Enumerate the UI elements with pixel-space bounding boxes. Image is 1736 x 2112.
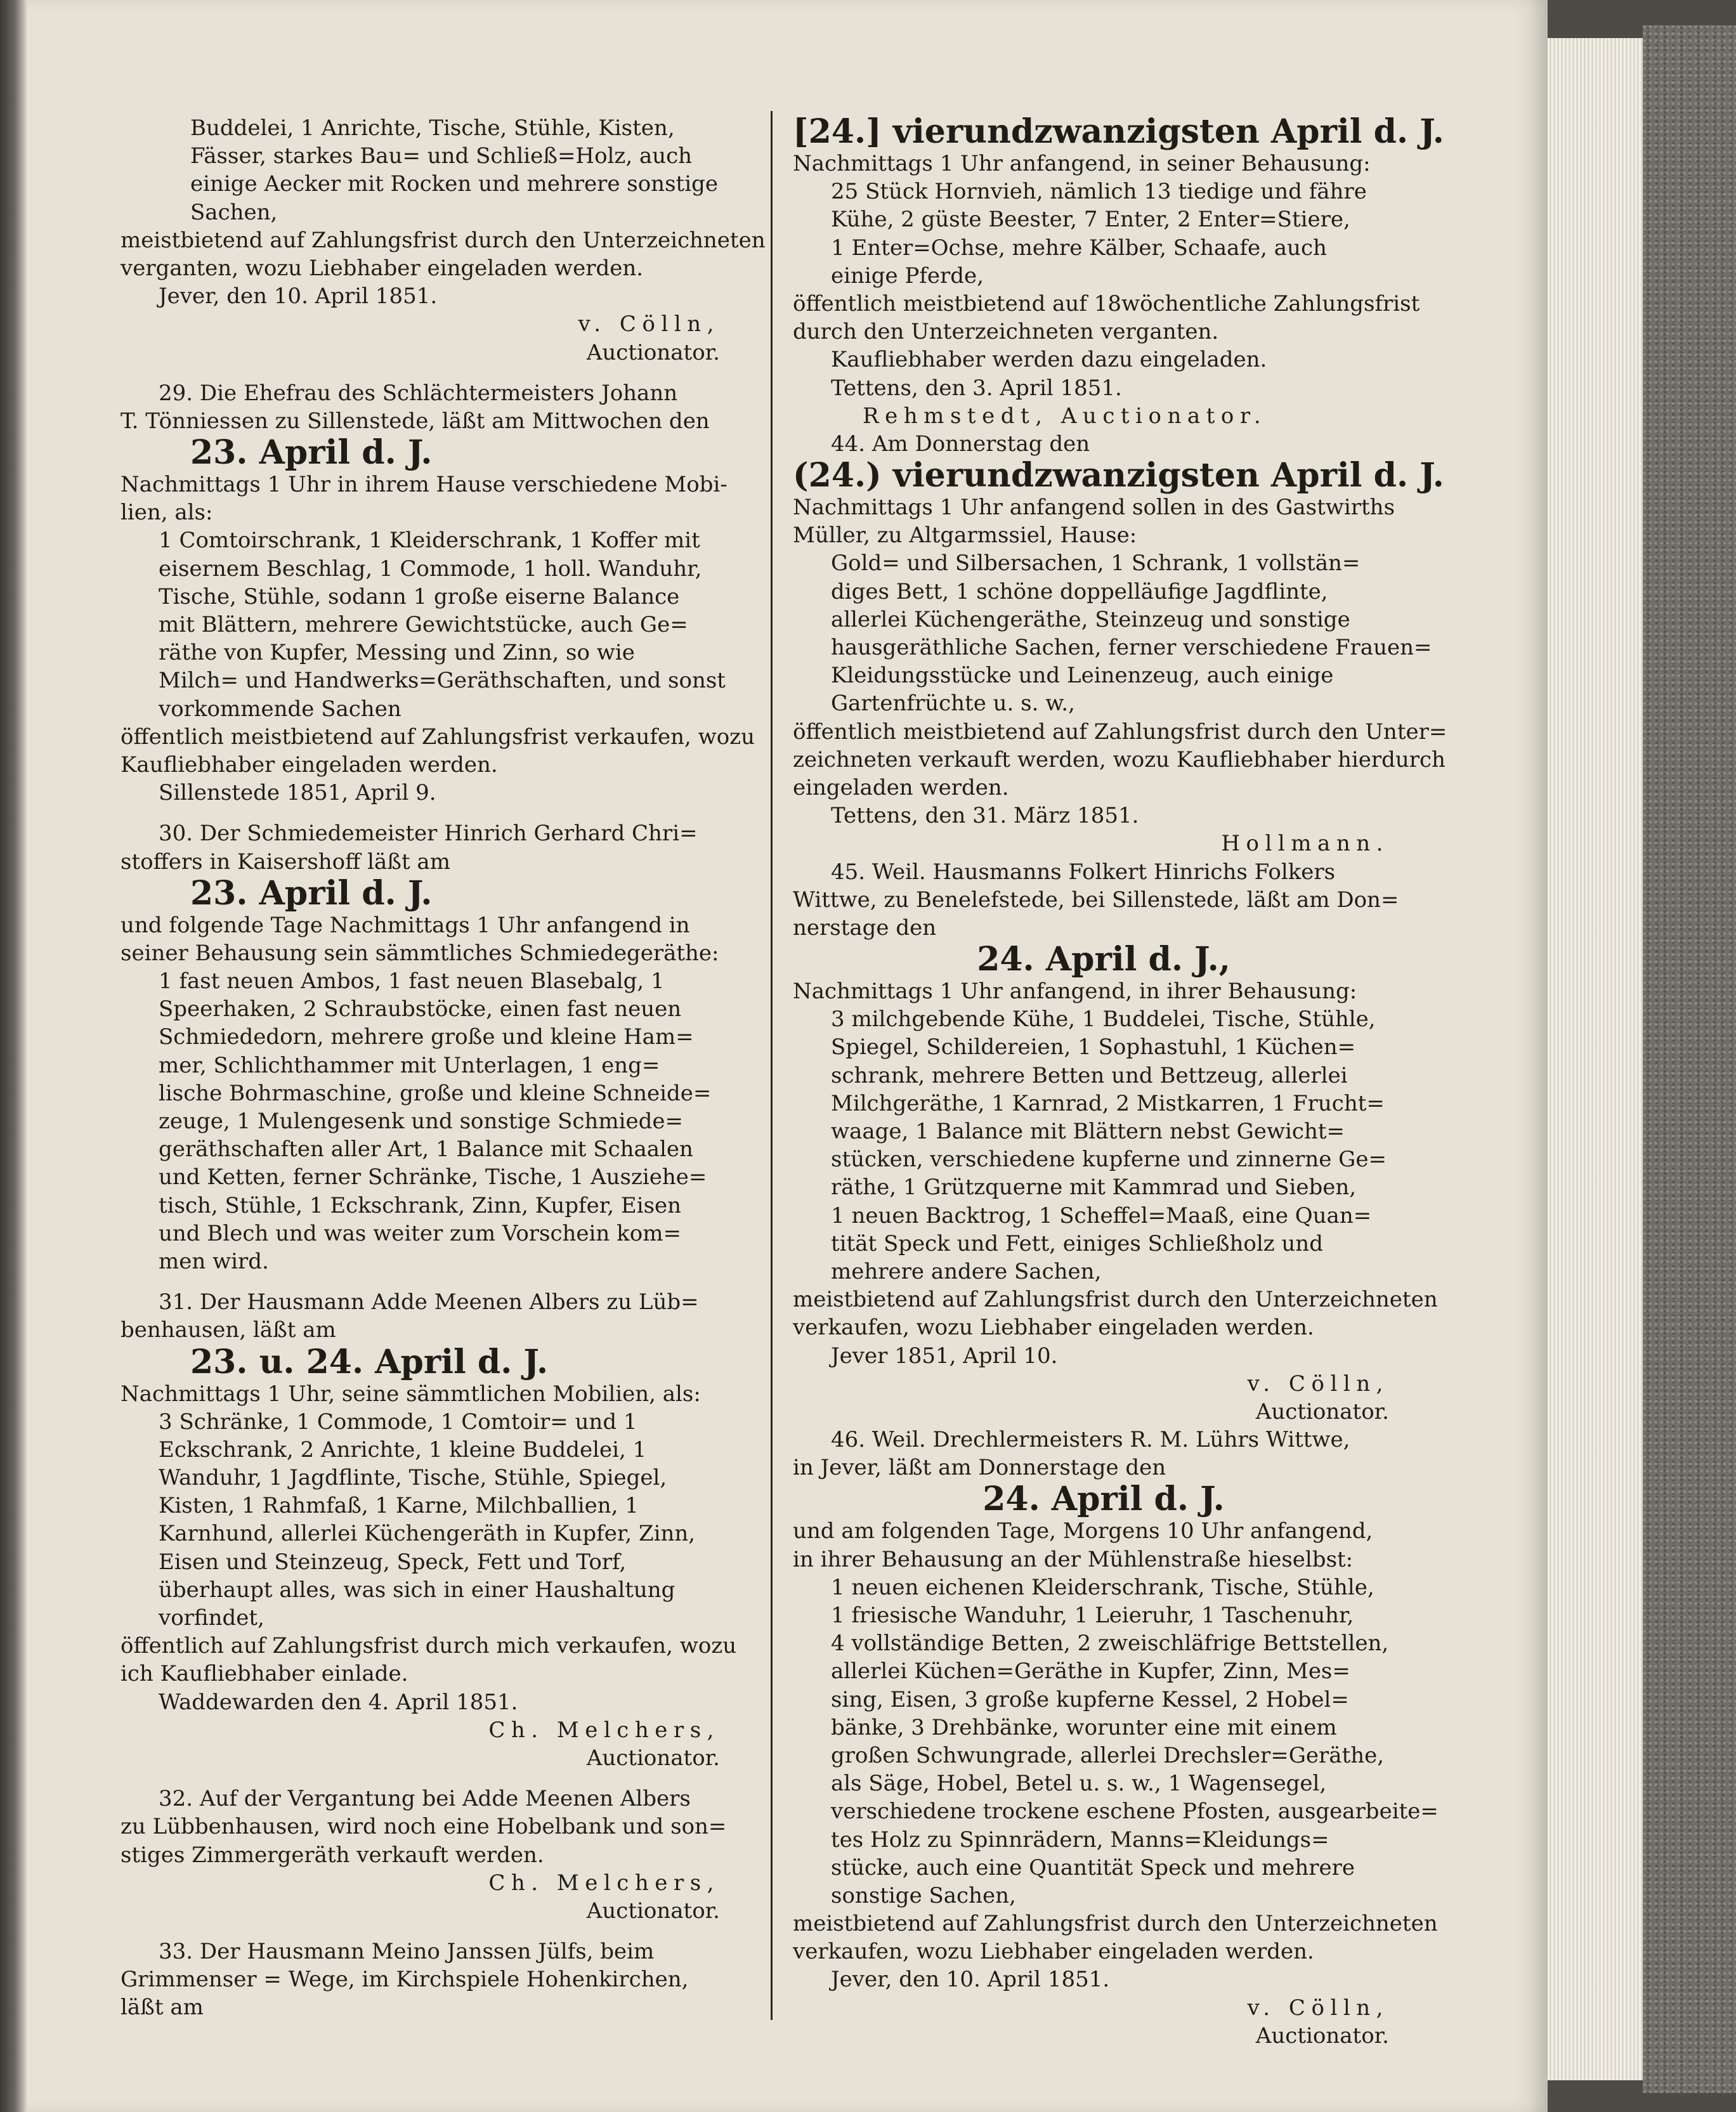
text-line: 44. Am Donnerstag den: [831, 431, 1090, 457]
text-line: Nachmittags 1 Uhr anfangend, in ihrer Behausung:: [793, 979, 1357, 1005]
signature: Rehmstedt, Auctionator.: [863, 403, 1267, 429]
text-line: großen Schwungrade, allerlei Drechsler=Geräthe,: [831, 1742, 1385, 1768]
text-line: mehrere andere Sachen,: [831, 1258, 1102, 1284]
text-line: tes Holz zu Spinnrädern, Manns=Kleidungs=: [831, 1827, 1329, 1853]
notice-top: [793, 112, 1444, 430]
notice-intro: [121, 114, 766, 367]
text-line: und Blech und was weiter zum Vorschein kom=: [159, 1220, 681, 1246]
text-line: Nachmittags 1 Uhr anfangend sollen in des Gastwirths: [793, 495, 1395, 521]
text-line: 1 friesische Wanduhr, 1 Leieruhr, 1 Taschenuhr,: [831, 1603, 1354, 1628]
notice-45: [793, 858, 1438, 1426]
text-line: Kleidungsstücke und Leinenzeug, auch einige: [831, 663, 1334, 689]
text-line: nerstage den: [793, 915, 937, 941]
text-line: Buddelei, 1 Anrichte, Tische, Stühle, Kisten,: [190, 115, 675, 141]
auction-date: 23. April d. J.: [190, 873, 433, 913]
auction-date: 24. April d. J.: [982, 1480, 1225, 1519]
text-line: vorkommende Sachen: [159, 696, 401, 722]
text-line: Kaufliebhaber eingeladen werden.: [121, 752, 498, 778]
text-line: Karnhund, allerlei Küchengeräth in Kupfer, Zinn,: [159, 1521, 696, 1547]
text-line: Tettens, den 31. März 1851.: [831, 803, 1139, 829]
text-line: meistbietend auf Zahlungsfrist durch den Unterzeichneten: [793, 1287, 1438, 1313]
text-line: Kaufliebhaber werden dazu eingeladen.: [831, 347, 1267, 373]
text-line: Grimmenser = Wege, im Kirchspiele Hohenkirchen,: [121, 1967, 689, 1993]
text-line: men wird.: [159, 1248, 269, 1274]
signature: v. Cölln,: [1247, 1371, 1389, 1397]
text-line: stiges Zimmergeräth verkauft werden.: [121, 1842, 544, 1868]
signature: v. Cölln,: [1247, 1995, 1389, 2021]
text-line: waage, 1 Balance mit Blättern nebst Gewicht=: [831, 1119, 1345, 1144]
text-line: 30. Der Schmiedemeister Hinrich Gerhard Chri=: [159, 821, 698, 847]
text-line: Gold= und Silbersachen, 1 Schrank, 1 vollstän=: [831, 551, 1361, 577]
text-line: Eckschrank, 2 Anrichte, 1 kleine Buddelei, 1: [159, 1437, 647, 1463]
text-line: verkaufen, wozu Liebhaber eingeladen werden.: [793, 1315, 1314, 1341]
text-line: 45. Weil. Hausmanns Folkert Hinrichs Folkers: [831, 859, 1336, 885]
signature: v. Cölln,: [578, 311, 720, 337]
text-line: bänke, 3 Drehbänke, worunter eine mit einem: [831, 1714, 1337, 1740]
text-line: zeichneten verkauft werden, wozu Kaufliebhaber hierdurch: [793, 746, 1446, 772]
text-line: 25 Stück Hornvieh, nämlich 13 tiedige und fähre: [831, 179, 1367, 205]
text-line: Nachmittags 1 Uhr, seine sämmtlichen Mobilien, als:: [121, 1381, 701, 1407]
signature-title: Auctionator.: [586, 1898, 720, 1924]
text-line: öffentlich meistbietend auf 18wöchentliche Zahlungsfrist: [793, 290, 1420, 316]
signature-title: Auctionator.: [1255, 1398, 1389, 1424]
text-line: und folgende Tage Nachmittags 1 Uhr anfangend in: [121, 912, 690, 938]
text-line: öffentlich meistbietend auf Zahlungsfrist verkaufen, wozu: [121, 724, 755, 750]
column-divider: [771, 111, 773, 2020]
text-line: Eisen und Steinzeug, Speck, Fett und Torf,: [159, 1549, 627, 1575]
notice-33: [121, 1938, 745, 2022]
text-line: Sillenstede 1851, April 9.: [159, 780, 436, 806]
auction-date: [24.] vierundzwanzigsten April d. J.: [793, 112, 1444, 151]
text-line: 1 fast neuen Ambos, 1 fast neuen Blasebalg, 1: [159, 968, 665, 994]
text-line: durch den Unterzeichneten verganten.: [793, 319, 1219, 345]
text-line: mer, Schlichthammer mit Unterlagen, 1 eng=: [159, 1052, 660, 1078]
signature: Hollmann.: [1221, 831, 1389, 857]
text-line: Milch= und Handwerks=Geräthschaften, und sonst: [159, 668, 726, 694]
text-line: geräthschaften aller Art, 1 Balance mit Schaalen: [159, 1137, 693, 1163]
text-line: benhausen, läßt am: [121, 1317, 336, 1343]
text-line: diges Bett, 1 schöne doppelläufige Jagdflinte,: [831, 578, 1328, 604]
text-line: 29. Die Ehefrau des Schlächtermeisters Johann: [159, 380, 678, 406]
left-column: [121, 114, 766, 2022]
text-line: räthe, 1 Grützquerne mit Kammrad und Sieben,: [831, 1175, 1357, 1201]
text-line: Fässer, starkes Bau= und Schließ=Holz, auch: [190, 143, 693, 169]
text-line: sing, Eisen, 3 große kupferne Kessel, 2 Hobel=: [831, 1686, 1349, 1712]
text-line: 32. Auf der Vergantung bei Adde Meenen Albers: [159, 1786, 691, 1812]
text-line: 1 Comtoirschrank, 1 Kleiderschrank, 1 Koffer mit: [159, 528, 700, 554]
text-line: 1 neuen Backtrog, 1 Scheffel=Maaß, eine Quan=: [831, 1203, 1372, 1229]
text-line: Kühe, 2 güste Beester, 7 Enter, 2 Enter=Stiere,: [831, 207, 1350, 233]
text-line: meistbietend auf Zahlungsfrist durch den Unterzeichneten: [793, 1911, 1438, 1937]
text-line: und Ketten, ferner Schränke, Tische, 1 Ausziehe=: [159, 1164, 707, 1190]
signature: Ch. Melchers,: [488, 1870, 720, 1896]
notice-30: [121, 819, 745, 1275]
text-line: meistbietend auf Zahlungsfrist durch den Unterzeichneten: [121, 227, 766, 253]
text-line: verganten, wozu Liebhaber eingeladen werden.: [121, 255, 644, 281]
text-line: allerlei Küchen=Geräthe in Kupfer, Zinn, Mes=: [831, 1659, 1350, 1685]
text-line: ich Kaufliebhaber einlade.: [121, 1661, 408, 1687]
signature: Ch. Melchers,: [488, 1717, 720, 1743]
auction-date: 23. u. 24. April d. J.: [190, 1342, 549, 1381]
text-line: Tettens, den 3. April 1851.: [831, 375, 1122, 401]
notice-46: [793, 1426, 1439, 2050]
text-line: Schmiededorn, mehrere große und kleine Ham=: [159, 1024, 694, 1050]
notice-31: [121, 1288, 745, 1772]
text-line: stoffers in Kaisershoff läßt am: [121, 849, 450, 875]
text-line: Jever, den 10. April 1851.: [831, 1967, 1110, 1993]
text-line: eisernem Beschlag, 1 Commode, 1 holl. Wanduhr,: [159, 556, 702, 582]
text-line: 3 Schränke, 1 Commode, 1 Comtoir= und 1: [159, 1409, 637, 1435]
text-line: 1 neuen eichenen Kleiderschrank, Tische, Stühle,: [831, 1574, 1374, 1600]
gutter-shadow: [0, 0, 27, 2112]
text-line: räthe von Kupfer, Messing und Zinn, so wie: [159, 640, 635, 666]
text-line: lien, als:: [121, 500, 213, 526]
text-line: mit Blättern, mehrere Gewichtstücke, auch Ge=: [159, 612, 688, 637]
text-line: zeuge, 1 Mulengesenk und sonstige Schmiede=: [159, 1109, 683, 1134]
text-line: einige Pferde,: [831, 263, 984, 289]
text-line: eingeladen werden.: [793, 774, 1009, 800]
text-line: sonstige Sachen,: [831, 1882, 1016, 1908]
text-line: einige Aecker mit Rocken und mehrere sonstige: [190, 171, 718, 197]
notice-44: [793, 430, 1447, 858]
text-line: Jever 1851, April 10.: [831, 1343, 1058, 1369]
text-line: 46. Weil. Drechlermeisters R. M. Lührs Wittwe,: [831, 1427, 1350, 1453]
text-line: Nachmittags 1 Uhr in ihrem Hause verschiedene Mobi-: [121, 472, 728, 498]
auction-date: 24. April d. J.,: [977, 940, 1230, 979]
text-line: 1 Enter=Ochse, mehre Kälber, Schaafe, auch: [831, 235, 1327, 261]
notice-32: [121, 1785, 745, 1925]
auction-date: 23. April d. J.: [190, 433, 433, 473]
text-line: in ihrer Behausung an der Mühlenstraße hieselbst:: [793, 1546, 1354, 1572]
text-line: Waddewarden den 4. April 1851.: [159, 1689, 518, 1715]
page-stack-edge: [1548, 38, 1643, 2080]
text-line: vorfindet,: [159, 1605, 264, 1631]
text-line: 4 vollständige Betten, 2 zweischläfrige Bettstellen,: [831, 1631, 1389, 1657]
text-line: Milchgeräthe, 1 Karnrad, 2 Mistkarren, 1 Frucht=: [831, 1090, 1385, 1116]
text-line: seiner Behausung sein sämmtliches Schmiedegeräthe:: [121, 940, 719, 966]
text-line: in Jever, läßt am Donnerstage den: [793, 1455, 1166, 1481]
text-line: zu Lübbenhausen, wird noch eine Hobelbank und son=: [121, 1814, 727, 1840]
text-line: schrank, mehrere Betten und Bettzeug, allerlei: [831, 1062, 1348, 1088]
text-line: verkaufen, wozu Liebhaber eingeladen werden.: [793, 1939, 1314, 1965]
text-line: 31. Der Hausmann Adde Meenen Albers zu Lüb=: [159, 1289, 699, 1315]
text-line: tität Speck und Fett, einiges Schließholz und: [831, 1230, 1323, 1256]
text-line: verschiedene trockene eschene Pfosten, ausgearbeite=: [831, 1799, 1439, 1825]
text-line: hausgeräthliche Sachen, ferner verschiedene Frauen=: [831, 635, 1432, 660]
book-cover-edge: [1643, 25, 1736, 2093]
notice-29: [121, 379, 755, 807]
text-line: Jever, den 10. April 1851.: [159, 284, 438, 310]
text-line: öffentlich meistbietend auf Zahlungsfrist durch den Unter=: [793, 719, 1447, 745]
text-line: überhaupt alles, was sich in einer Haushaltung: [159, 1577, 675, 1603]
text-line: 3 milchgebende Kühe, 1 Buddelei, Tische, Stühle,: [831, 1007, 1376, 1033]
text-line: Kisten, 1 Rahmfaß, 1 Karne, Milchballien, 1: [159, 1493, 639, 1519]
text-line: tisch, Stühle, 1 Eckschrank, Zinn, Kupfer, Eisen: [159, 1192, 682, 1218]
text-line: Nachmittags 1 Uhr anfangend, in seiner Behausung:: [793, 151, 1371, 176]
text-line: stücke, auch eine Quantität Speck und mehrere: [831, 1855, 1355, 1881]
text-line: Tische, Stühle, sodann 1 große eiserne Balance: [159, 583, 680, 609]
text-line: T. Tönniessen zu Sillenstede, läßt am Mittwochen den: [121, 408, 710, 434]
text-line: und am folgenden Tage, Morgens 10 Uhr anfangend,: [793, 1518, 1373, 1544]
text-line: Wanduhr, 1 Jagdflinte, Tische, Stühle, Spiegel,: [159, 1465, 667, 1491]
signature-title: Auctionator.: [586, 1745, 720, 1771]
text-line: Spiegel, Schildereien, 1 Sophastuhl, 1 Küchen=: [831, 1034, 1356, 1060]
text-line: Wittwe, zu Benelefstede, bei Sillenstede, läßt am Don=: [793, 887, 1399, 913]
text-line: stücken, verschiedene kupferne und zinnerne Ge=: [831, 1147, 1387, 1173]
signature-title: Auctionator.: [586, 339, 720, 365]
text-line: allerlei Küchengeräthe, Steinzeug und sonstige: [831, 606, 1350, 632]
right-column: [793, 112, 1447, 2050]
text-line: als Säge, Hobel, Betel u. s. w., 1 Wagensegel,: [831, 1771, 1327, 1797]
text-line: öffentlich auf Zahlungsfrist durch mich verkaufen, wozu: [121, 1633, 737, 1659]
text-line: Speerhaken, 2 Schraubstöcke, einen fast neuen: [159, 996, 682, 1022]
text-line: Müller, zu Altgarmssiel, Hause:: [793, 523, 1137, 549]
auction-date: (24.) vierundzwanzigsten April d. J.: [793, 456, 1444, 495]
signature-title: Auctionator.: [1255, 2023, 1389, 2049]
text-line: 33. Der Hausmann Meino Janssen Jülfs, beim: [159, 1939, 655, 1965]
text-line: Sachen,: [190, 199, 278, 225]
text-line: läßt am: [121, 1995, 204, 2021]
text-line: lische Bohrmaschine, große und kleine Schneide=: [159, 1080, 712, 1106]
text-line: Gartenfrüchte u. s. w.,: [831, 691, 1075, 717]
